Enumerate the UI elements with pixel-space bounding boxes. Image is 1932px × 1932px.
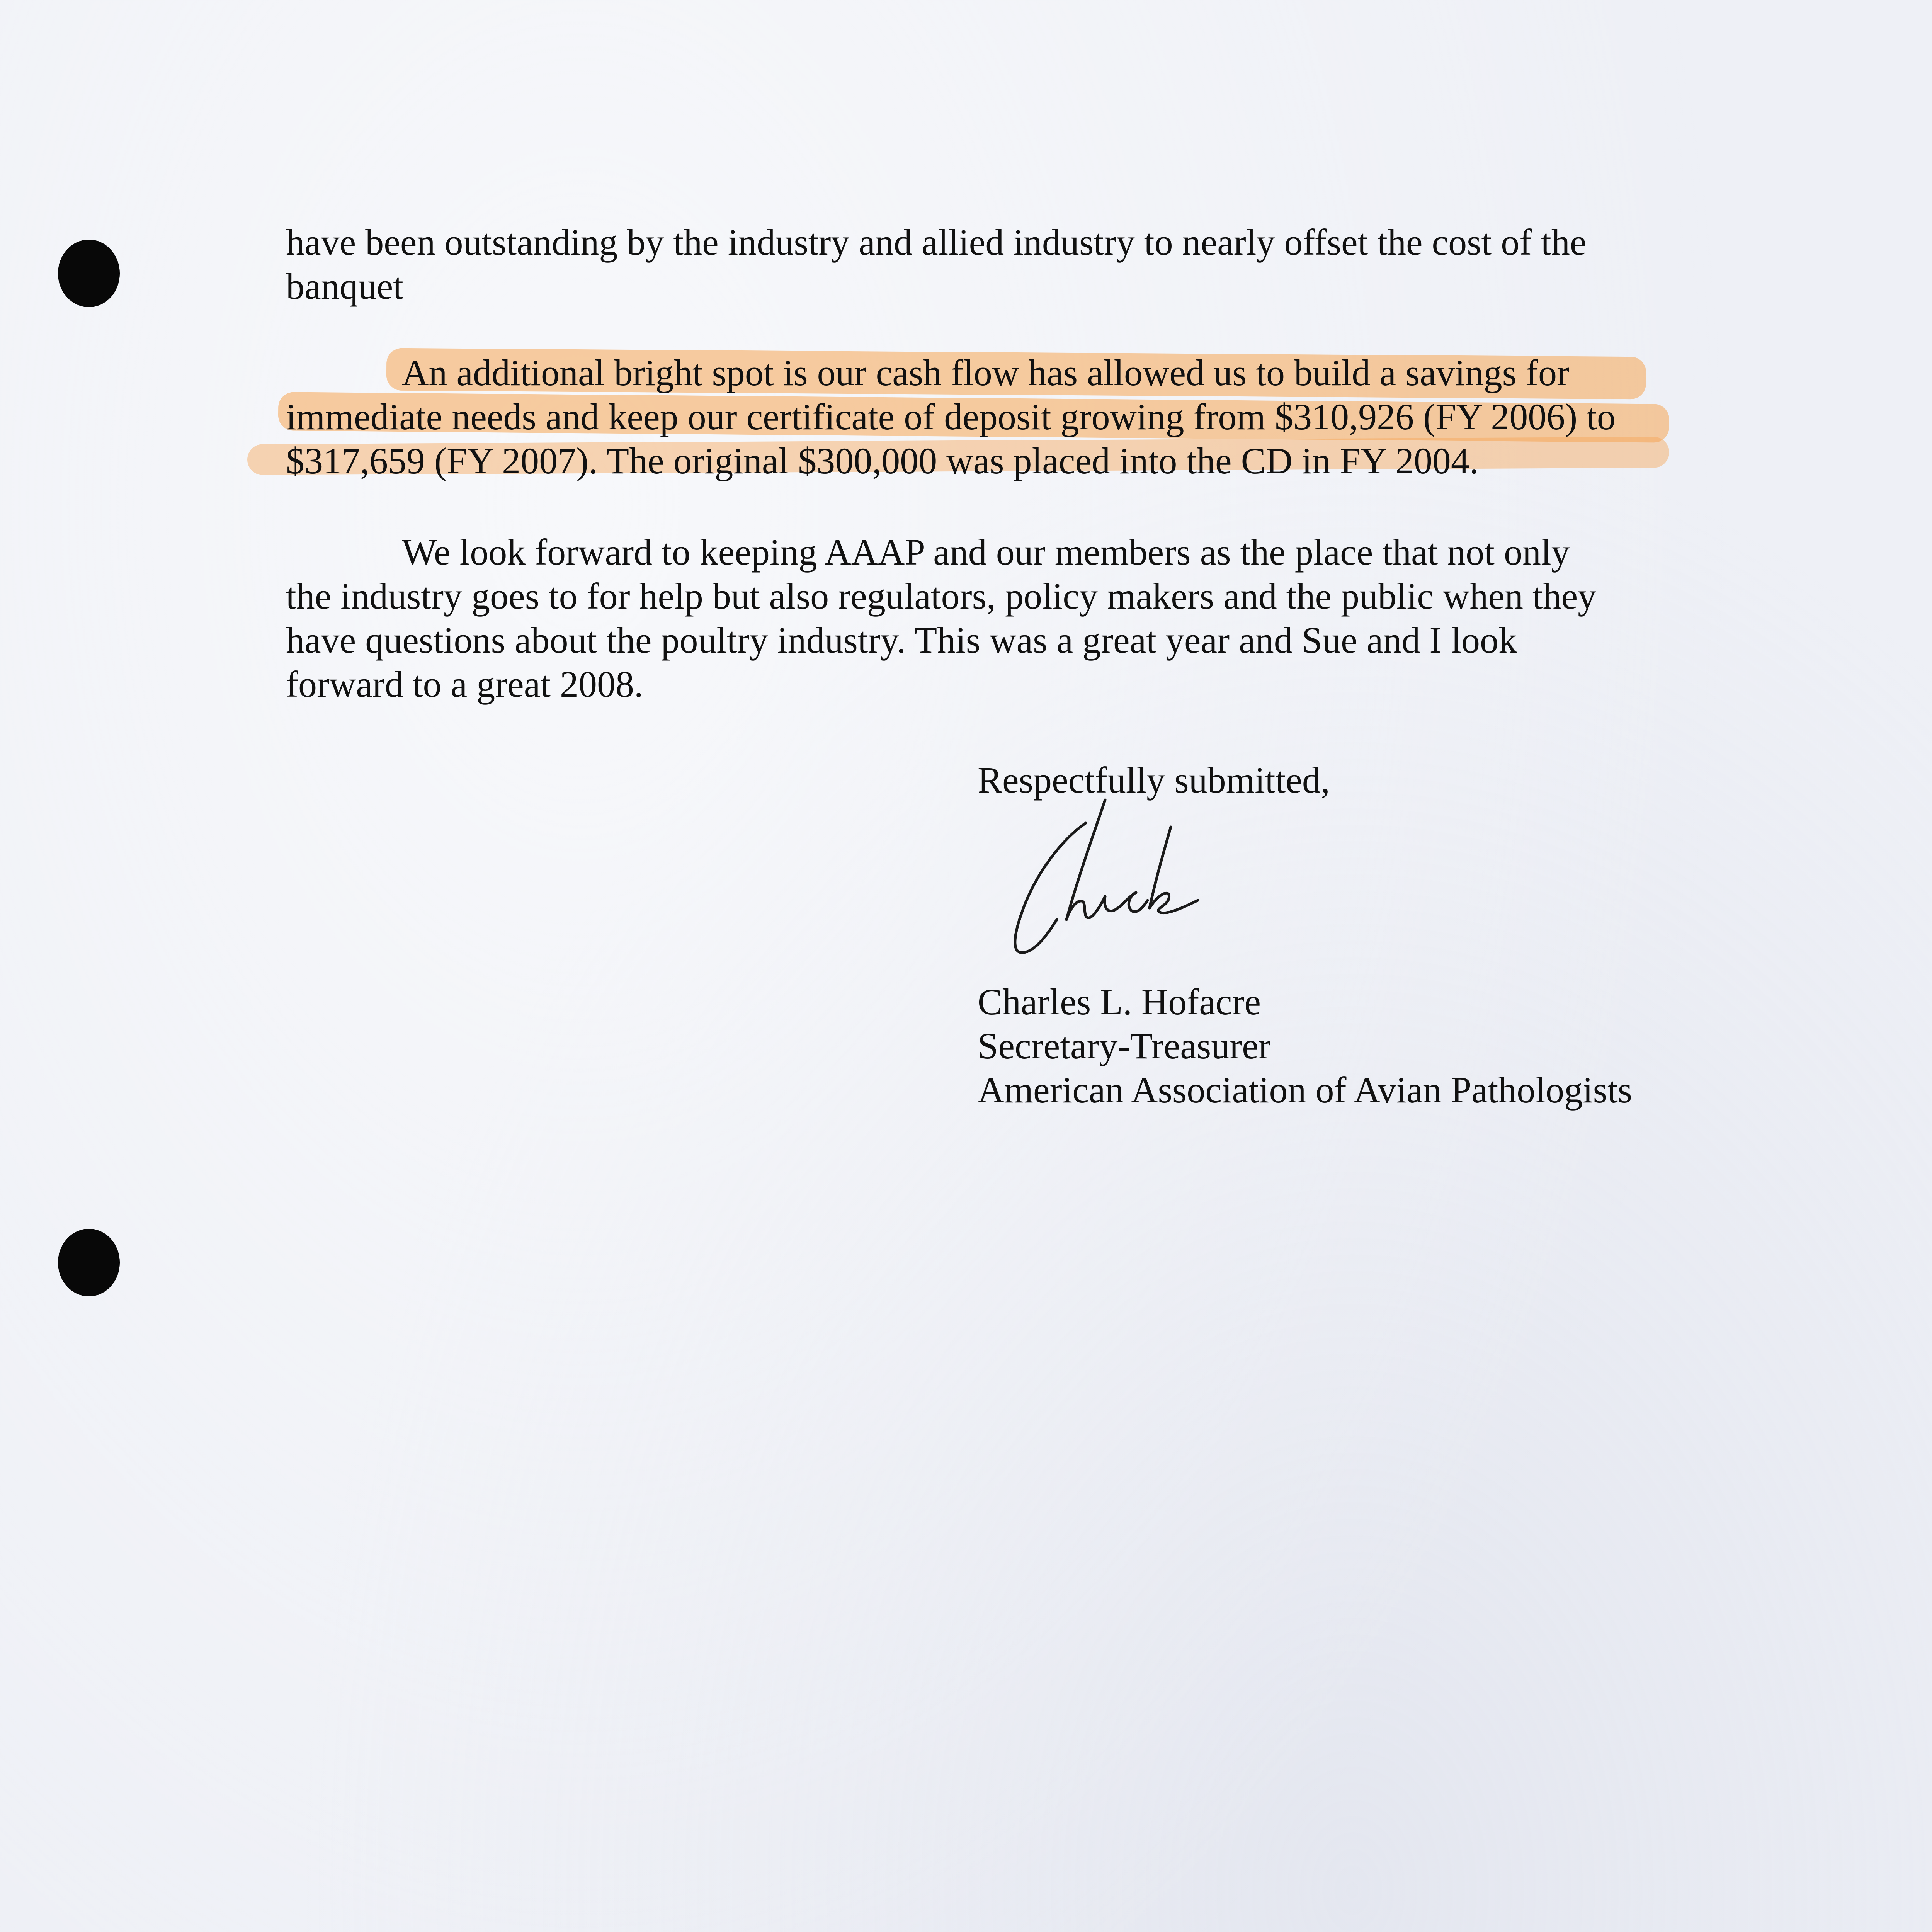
text-line: banquet	[286, 265, 403, 307]
signer-block	[978, 980, 1632, 1112]
punch-hole-middle	[58, 1229, 120, 1296]
text-line: forward to a great 2008.	[286, 663, 643, 705]
text-line: have been outstanding by the industry and allied industry to nearly offset the cost of the	[286, 221, 1587, 263]
text-line: immediate needs and keep our certificate of deposit growing from $310,926 (FY 2006) to	[286, 396, 1616, 437]
paragraph-cash-flow	[286, 351, 1685, 483]
text-line: have questions about the poultry industry. This was a great year and Sue and I look	[286, 619, 1517, 661]
handwritten-signature	[989, 796, 1206, 966]
text-line: An additional bright spot is our cash flow has allowed us to build a savings for	[402, 352, 1569, 393]
punch-hole-top	[58, 240, 120, 307]
signer-title: Secretary-Treasurer	[978, 1025, 1271, 1066]
paragraph-continuation	[286, 220, 1685, 308]
closing-salutation: Respectfully submitted,	[978, 759, 1330, 801]
text-line: We look forward to keeping AAAP and our members as the place that not only	[402, 531, 1570, 573]
signer-organization: American Association of Avian Pathologists	[978, 1069, 1633, 1111]
text-line: $317,659 (FY 2007). The original $300,000 was placed into the CD in FY 2004.	[286, 440, 1479, 481]
text-line: the industry goes to for help but also regulators, policy makers and the public when they	[286, 575, 1597, 617]
signer-name: Charles L. Hofacre	[978, 981, 1261, 1022]
paragraph-closing	[286, 530, 1685, 706]
